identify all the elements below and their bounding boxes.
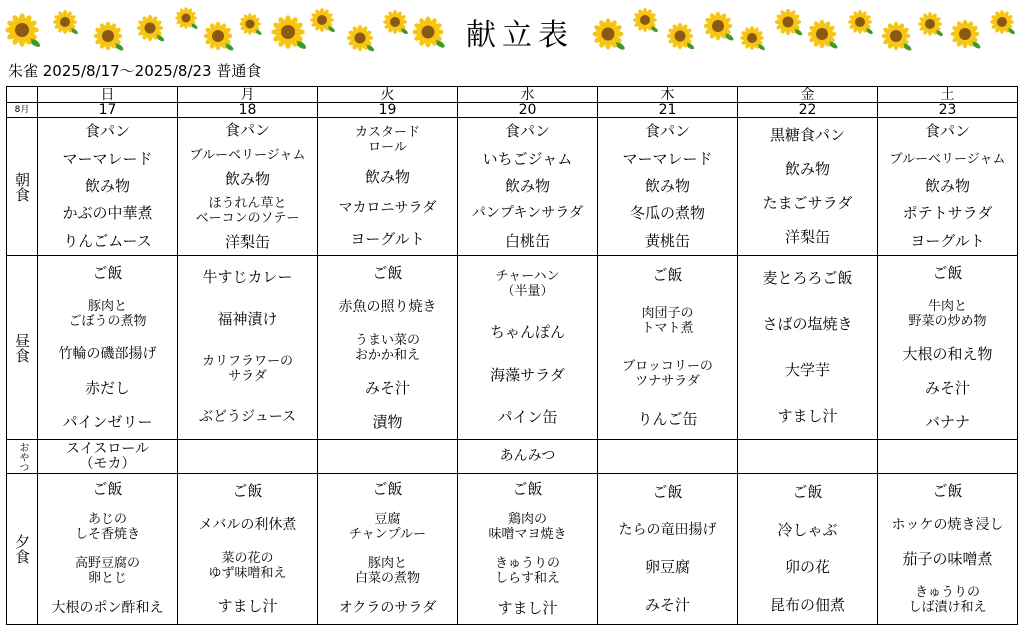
breakfast-dish: ヨーグルト [910,231,985,250]
date-cell: 21 [598,103,738,118]
lunch-cell [738,256,878,440]
breakfast-dish-list [178,118,317,255]
snack-cell [318,440,458,474]
lunch-dish-list [178,256,317,439]
lunch-dish: 赤だし [84,378,130,397]
lunch-dish: 肉団子の トマト煮 [641,306,694,337]
snack-row [7,440,1018,474]
breakfast-dish: パンプキンサラダ [471,205,584,222]
dinner-dish: 大根のポン酢和え [51,600,164,616]
dinner-cell [598,474,738,625]
dinner-dish: 豆腐 チャンプルー [348,512,427,542]
breakfast-dish-list [598,118,737,255]
dinner-dish: 鶏肉の 味噌マヨ焼き [488,512,567,542]
lunch-dish: 海藻サラダ [490,365,565,384]
lunch-dish: 大学芋 [784,360,830,379]
breakfast-dish: 洋梨缶 [224,233,270,252]
dinner-dish: ご飯 [512,480,543,498]
breakfast-cell [38,118,178,256]
lunch-cell [458,256,598,440]
breakfast-cell [738,118,878,256]
weekday-cell: 月 [178,87,318,103]
dinner-cell [878,474,1018,625]
breakfast-dish: 黒糖食パン [769,125,845,144]
dinner-dish-list [878,474,1017,624]
dinner-dish: 卯の花 [784,558,830,577]
breakfast-cell [178,118,318,256]
lunch-dish: ご飯 [372,263,403,282]
dinner-dish: ご飯 [92,480,123,498]
lunch-cell [38,256,178,440]
snack-dish-list [878,440,1017,473]
lunch-dish: すまし汁 [777,406,838,425]
dinner-dish: ご飯 [232,481,263,500]
lunch-dish: ブロッコリーの ツナサラダ [622,358,713,389]
breakfast-dish: カスタード ロール [354,125,420,155]
snack-cell [38,440,178,474]
dinner-dish: きゅうりの しらす和え [494,556,560,586]
dinner-cell [458,474,598,625]
date-cell: 17 [38,103,178,118]
lunch-dish: 豚肉と ごぼうの煮物 [68,298,147,329]
lunch-dish: 竹輪の磯部揚げ [58,345,157,362]
dinner-dish: みそ汁 [644,595,690,614]
breakfast-dish: りんごムース [63,231,152,250]
breakfast-dish: マーマレード [622,149,713,168]
dinner-dish: きゅうりの しば漬け和え [908,585,987,616]
breakfast-dish: たまごサラダ [762,194,853,213]
lunch-dish-list [598,256,737,439]
weekday-cell: 土 [878,87,1018,103]
breakfast-dish: マーマレード [62,149,153,168]
date-cell: 18 [178,103,318,118]
lunch-cell [598,256,738,440]
dinner-dish: ホッケの焼き浸し [891,516,1004,533]
snack-item: あんみつ [499,448,556,464]
lunch-dish: さばの塩焼き [762,315,853,334]
dinner-cell [738,474,878,625]
dinner-dish: すまし汁 [217,597,278,616]
breakfast-dish: 食パン [504,122,550,141]
weekday-cell: 金 [738,87,878,103]
dinner-dish-list [178,474,317,624]
dinner-dish: 卵豆腐 [644,558,690,577]
breakfast-cell [458,118,598,256]
dinner-dish: ご飯 [932,481,963,500]
breakfast-dish: ブルーベリージャム [189,147,306,163]
lunch-dish: カリフラワーの サラダ [201,353,293,384]
breakfast-cell [878,118,1018,256]
date-cell: 19 [318,103,458,118]
meal-label-breakfast: 朝食 [13,171,31,202]
dinner-dish-list [738,474,877,624]
snack-dish-list [178,440,317,473]
lunch-dish: みそ汁 [924,378,970,397]
breakfast-dish: 食パン [224,120,270,139]
breakfast-dish: 飲み物 [364,168,410,186]
weekday-cell: 水 [458,87,598,103]
weekday-cell: 木 [598,87,738,103]
dinner-dish: 冷しゃぶ [777,520,838,539]
dinner-dish-list [458,474,597,624]
snack-dish-list [458,440,597,473]
breakfast-dish: いちごジャム [482,149,573,168]
date-cell: 22 [738,103,878,118]
lunch-dish: 牛すじカレー [202,267,293,286]
breakfast-row [7,118,1018,256]
lunch-cell [178,256,318,440]
meal-label-cell [7,256,38,440]
dinner-dish: メバルの利休煮 [198,516,297,533]
dinner-dish: ご飯 [792,483,823,502]
lunch-dish: 麦とろろご飯 [762,269,853,288]
meal-label-lunch: 昼食 [13,332,31,363]
breakfast-dish: 食パン [84,122,130,141]
lunch-cell [878,256,1018,440]
dinner-dish: 茄子の味噌煮 [902,550,993,569]
month-label: 8月 [7,103,38,118]
lunch-dish: 赤魚の照り焼き [338,298,437,315]
lunch-dish-list [38,256,177,439]
lunch-dish: ご飯 [652,266,683,285]
lunch-dish: 牛肉と 野菜の炒め物 [908,298,987,329]
dinner-cell [318,474,458,625]
lunch-cell [318,256,458,440]
breakfast-dish: 飲み物 [784,159,830,178]
corner-cell [7,87,38,103]
breakfast-dish: 飲み物 [224,170,270,189]
dinner-dish: あじの しそ香焼き [74,512,140,542]
snack-dish-list [318,440,457,473]
breakfast-dish: ブルーベリージャム [889,151,1006,167]
meal-label-snack: おやつ [17,441,28,472]
dinner-cell [178,474,318,625]
lunch-dish-list [738,256,877,439]
lunch-dish: ちゃんぽん [489,323,565,342]
breakfast-dish: 飲み物 [924,176,970,195]
lunch-dish: パインゼリー [62,412,153,431]
breakfast-dish: マカロニサラダ [338,200,437,216]
breakfast-dish: 洋梨缶 [784,228,830,247]
snack-dish-list [598,440,737,473]
snack-cell [598,440,738,474]
breakfast-dish: 冬瓜の煮物 [629,204,705,223]
lunch-dish: 福神漬け [217,310,278,329]
breakfast-dish: 食パン [924,122,970,141]
dinner-dish: ご飯 [652,483,683,502]
breakfast-dish: 黄桃缶 [644,231,690,250]
breakfast-dish: 飲み物 [84,176,130,195]
lunch-dish: りんご缶 [637,409,698,428]
meal-label-dinner: 夕食 [13,534,31,564]
breakfast-dish-list [738,118,877,255]
snack-dish-list [738,440,877,473]
dinner-dish: 高野豆腐の 卵とじ [74,556,140,586]
menu-subtitle: 朱雀 2025/8/17～2025/8/23 普通食 [8,62,262,80]
meal-label-cell [7,474,38,625]
page-title: 献立表 [466,18,574,53]
lunch-dish-list [458,256,597,439]
breakfast-dish: ヨーグルト [350,230,425,248]
lunch-dish: うまい菜の おかか和え [354,332,420,363]
lunch-row [7,256,1018,440]
breakfast-dish-list [38,118,177,255]
snack-cell [878,440,1018,474]
dinner-dish: ご飯 [372,480,403,498]
lunch-dish: ご飯 [92,263,123,282]
weekday-row [7,87,1018,103]
snack-cell [458,440,598,474]
breakfast-dish-list [458,118,597,255]
snack-cell [178,440,318,474]
lunch-dish: 漬物 [372,412,403,431]
date-cell: 20 [458,103,598,118]
lunch-dish: バナナ [924,412,970,431]
weekday-cell: 日 [38,87,178,103]
lunch-dish: ご飯 [932,263,963,282]
breakfast-cell [598,118,738,256]
date-cell: 23 [878,103,1018,118]
lunch-dish-list [878,256,1017,439]
menu-table [6,86,1018,625]
breakfast-dish: 白桃缶 [504,231,550,250]
dinner-row [7,474,1018,625]
lunch-dish: 大根の和え物 [902,344,993,363]
dinner-dish: オクラのサラダ [338,600,437,616]
dinner-dish: 菜の花の ゆず味噌和え [208,551,287,582]
dinner-dish: 昆布の佃煮 [769,595,845,614]
lunch-dish: チャーハン （半量） [495,268,560,299]
snack-item: スイスロール （モカ） [65,440,150,472]
breakfast-dish: 食パン [644,122,690,141]
breakfast-dish: 飲み物 [504,176,550,195]
dinner-dish: たらの竜田揚げ [618,521,717,538]
lunch-dish: パイン缶 [497,408,558,427]
breakfast-dish: ほうれん草と ベーコンのソテー [195,196,300,227]
dinner-dish-list [598,474,737,624]
dinner-cell [38,474,178,625]
weekday-cell: 火 [318,87,458,103]
lunch-dish: みそ汁 [364,378,410,397]
breakfast-dish-list [878,118,1017,255]
snack-cell [738,440,878,474]
dinner-dish: 豚肉と 白菜の煮物 [354,556,420,586]
meal-label-cell [7,440,38,474]
meal-label-cell [7,118,38,256]
dinner-dish: すまし汁 [497,599,558,617]
breakfast-dish: かぶの中華煮 [62,204,153,223]
dinner-dish-list [38,474,177,624]
breakfast-dish: ポテトサラダ [902,204,993,223]
breakfast-cell [318,118,458,256]
lunch-dish-list [318,256,457,439]
breakfast-dish-list [318,118,457,255]
lunch-dish: ぶどうジュース [198,409,297,426]
breakfast-dish: 飲み物 [644,176,690,195]
snack-dish-list [38,440,177,473]
dinner-dish-list [318,474,457,624]
date-row [7,103,1018,118]
